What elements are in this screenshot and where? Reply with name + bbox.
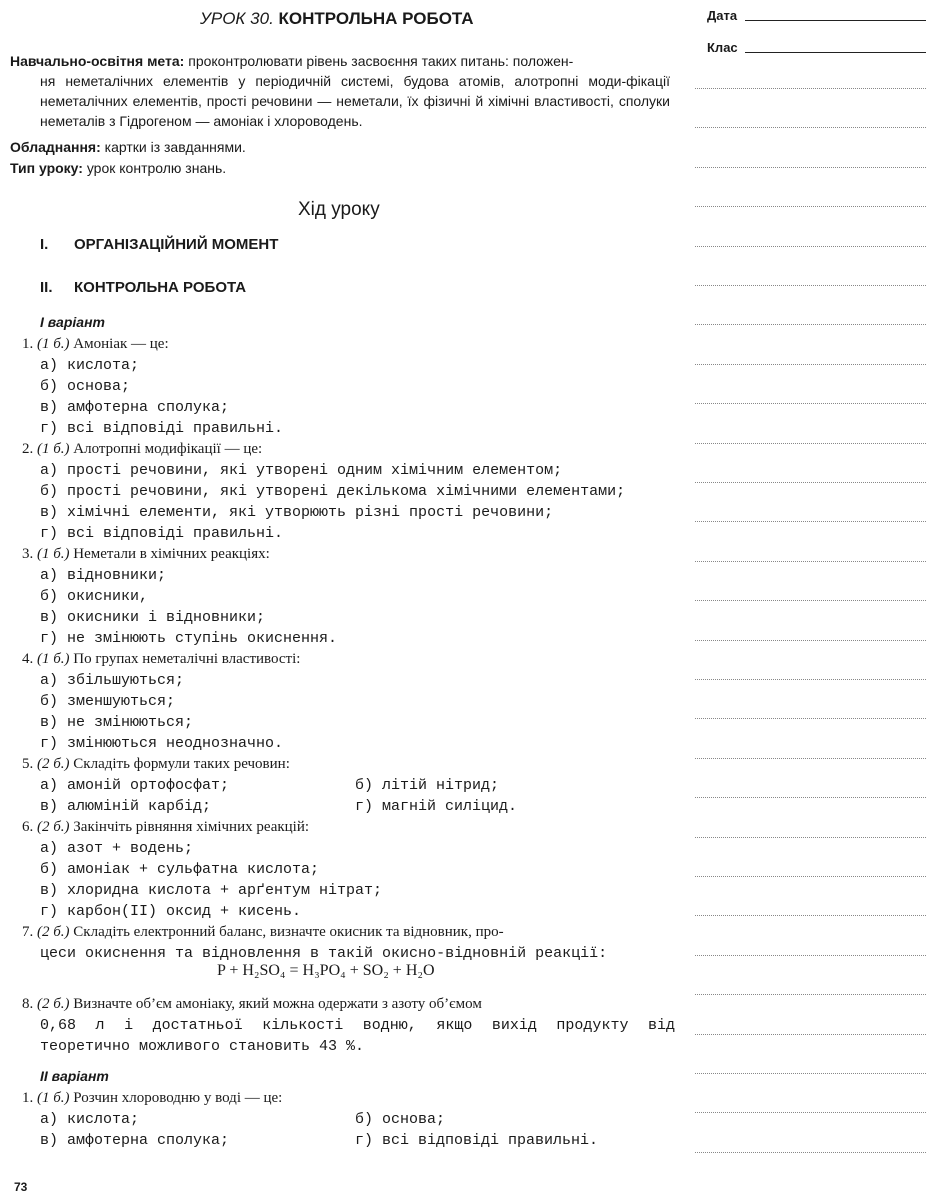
lesson-type-text: урок контролю знань. <box>86 160 227 176</box>
lesson-type-label: Тип уроку: <box>10 160 83 176</box>
note-line[interactable] <box>695 1112 926 1113</box>
question-5: 5. (2 б.) Складіть формули таких речовин: <box>22 756 290 772</box>
note-line[interactable] <box>695 718 926 719</box>
note-line[interactable] <box>695 600 926 601</box>
lesson-title <box>200 9 474 29</box>
q6-option-d: г) карбон(II) оксид + кисень. <box>40 903 302 920</box>
note-line[interactable] <box>695 679 926 680</box>
note-line[interactable] <box>695 1152 926 1153</box>
note-line[interactable] <box>695 837 926 838</box>
equipment-text: картки із завданнями. <box>104 139 246 155</box>
v2-q1-option-c: в) амфотерна сполука; <box>40 1132 230 1149</box>
q3-option-d: г) не змінюють ступінь окиснення. <box>40 630 338 647</box>
q5-option-b: б) літій нітрид; <box>355 777 500 794</box>
q3-option-a: а) відновники; <box>40 567 167 584</box>
date-field <box>707 8 737 23</box>
v2-q1-option-a: а) кислота; <box>40 1111 140 1128</box>
question-8: 8. (2 б.) Визначте об’єм амоніаку, який можна одержати з азоту об’ємом <box>22 996 482 1012</box>
q1-option-b: б) основа; <box>40 378 131 395</box>
class-label: Клас <box>707 40 738 55</box>
note-line[interactable] <box>695 955 926 956</box>
reaction-equation: P + H₂SO₄ = H₃PO₄ + SO₂ + H₂O <box>217 962 435 979</box>
lesson-type <box>10 158 226 178</box>
page-number: 73 <box>14 1180 28 1194</box>
question-8-cont: 0,68 л і достатньої кількості водню, якщо вихід продукту від теоретично можливого становить 43 %. <box>40 1017 675 1055</box>
question-7: 7. (2 б.) Складіть електронний баланс, визначте окисник та відновник, про- <box>22 924 504 940</box>
lesson-goal <box>10 51 670 131</box>
goal-rest: ня неметалічних елементів у періодичній системі, будова атомів, алотропні моди-фікації неметалічних елементів, прості речовини — неметали, їх фізичні й хімічні властивості, сполуки неметалів з Гідрогеном — амоніак і хлороводень. <box>40 73 670 129</box>
section-2-heading <box>40 279 246 296</box>
question-6: 6. (2 б.) Закінчіть рівняння хімічних реакцій: <box>22 819 310 835</box>
q4-option-b: б) зменшуються; <box>40 693 176 710</box>
question-4: 4. (1 б.) По групах неметалічні властивості: <box>22 651 301 667</box>
note-line[interactable] <box>695 88 926 89</box>
note-line[interactable] <box>695 364 926 365</box>
lesson-title-text: КОНТРОЛЬНА РОБОТА <box>278 9 474 28</box>
question-2: 2. (1 б.) Алотропні модифікації — це: <box>22 441 263 457</box>
q6-option-c: в) хлоридна кислота + арґентум нітрат; <box>40 882 383 899</box>
equipment <box>10 137 246 157</box>
note-line[interactable] <box>695 443 926 444</box>
section-1-number: I. <box>40 236 49 253</box>
q5-option-c: в) алюміній карбід; <box>40 798 212 815</box>
question-1: 1. (1 б.) Амоніак — це: <box>22 336 169 352</box>
q4-option-a: а) збільшуються; <box>40 672 185 689</box>
q1-option-a: а) кислота; <box>40 357 140 374</box>
section-1-title: ОРГАНІЗАЦІЙНИЙ МОМЕНТ <box>74 236 279 253</box>
question-3: 3. (1 б.) Неметали в хімічних реакціях: <box>22 546 270 562</box>
lesson-progress-heading: Хід уроку <box>298 199 380 220</box>
goal-label: Навчально-освітня мета: <box>10 53 185 69</box>
note-line[interactable] <box>695 1073 926 1074</box>
note-line[interactable] <box>695 324 926 325</box>
note-line[interactable] <box>695 876 926 877</box>
variant-2-label: II варіант <box>40 1068 109 1084</box>
note-line[interactable] <box>695 246 926 247</box>
v2-q1-option-b: б) основа; <box>355 1111 446 1128</box>
class-field <box>707 40 738 55</box>
section-1-heading <box>40 236 278 253</box>
q6-option-a: а) азот + водень; <box>40 840 194 857</box>
q4-option-c: в) не змінюються; <box>40 714 194 731</box>
note-line[interactable] <box>695 915 926 916</box>
q2-option-d: г) всі відповіді правильні. <box>40 525 284 542</box>
note-line[interactable] <box>695 403 926 404</box>
equipment-label: Обладнання: <box>10 139 101 155</box>
variant-1-label: I варіант <box>40 314 105 330</box>
q5-option-d: г) магній силіцид. <box>355 798 518 815</box>
q6-option-b: б) амоніак + сульфатна кислота; <box>40 861 320 878</box>
v2-q1-option-d: г) всі відповіді правильні. <box>355 1132 599 1149</box>
date-line[interactable] <box>745 20 926 21</box>
note-line[interactable] <box>695 561 926 562</box>
q1-option-d: г) всі відповіді правильні. <box>40 420 284 437</box>
note-line[interactable] <box>695 285 926 286</box>
note-line[interactable] <box>695 994 926 995</box>
q2-option-c: в) хімічні елементи, які утворюють різні прості речовини; <box>40 504 554 521</box>
note-line[interactable] <box>695 127 926 128</box>
note-line[interactable] <box>695 521 926 522</box>
q5-option-a: а) амоній ортофосфат; <box>40 777 230 794</box>
note-line[interactable] <box>695 206 926 207</box>
note-line[interactable] <box>695 797 926 798</box>
notes-column <box>695 0 926 1200</box>
note-line[interactable] <box>695 482 926 483</box>
question-7-cont: цеси окиснення та відновлення в такій окисно-відновній реакції: <box>40 945 608 962</box>
goal-line1: проконтролювати рівень засвоєння таких питань: положен- <box>188 53 574 69</box>
class-line[interactable] <box>745 52 926 53</box>
q3-option-b: б) окисники, <box>40 588 149 605</box>
note-line[interactable] <box>695 167 926 168</box>
q3-option-c: в) окисники і відновники; <box>40 609 266 626</box>
note-line[interactable] <box>695 640 926 641</box>
section-2-title: КОНТРОЛЬНА РОБОТА <box>74 279 247 296</box>
q2-option-b: б) прості речовини, які утворені декількома хімічними елементами; <box>40 483 626 500</box>
q1-option-c: в) амфотерна сполука; <box>40 399 230 416</box>
q2-option-a: а) прості речовини, які утворені одним хімічним елементом; <box>40 462 563 479</box>
q4-option-d: г) змінюються неоднозначно. <box>40 735 284 752</box>
note-line[interactable] <box>695 1034 926 1035</box>
date-label: Дата <box>707 8 738 23</box>
lesson-number: УРОК 30. <box>200 9 274 28</box>
section-2-number: II. <box>40 279 53 296</box>
note-line[interactable] <box>695 758 926 759</box>
v2-question-1: 1. (1 б.) Розчин хлороводню у воді — це: <box>22 1090 283 1106</box>
